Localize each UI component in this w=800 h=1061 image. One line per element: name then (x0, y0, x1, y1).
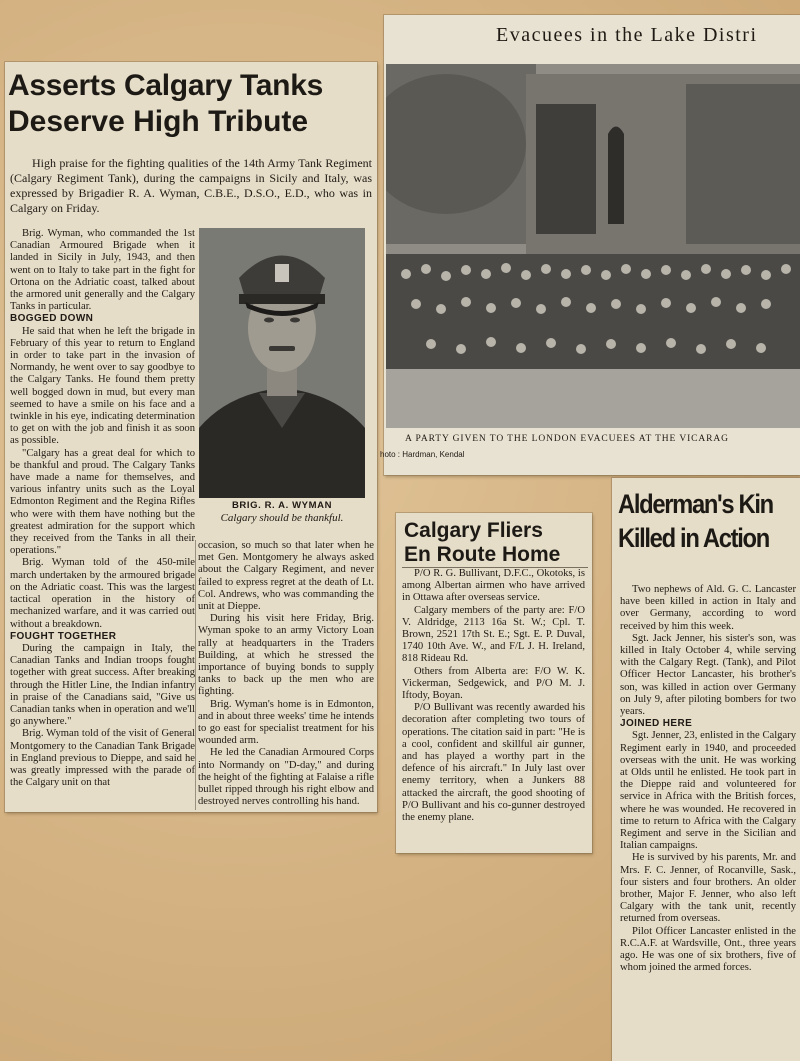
paragraph: Calgary members of the party are: F/O V. Aldridge, 2113 16a St. W.; Cpl. T. Brown, 2521 17th St. E.; Sgt. E. P. Duval, 1740 10th Ave. W., and F/L J. H. Ireland, 818 Rideau Rd. (402, 604, 585, 665)
column-rule (195, 540, 196, 810)
article1-column-1 (10, 228, 195, 789)
paragraph: Sgt. Jack Jenner, his sister's son, was killed in Italy October 4, while serving with the Calgary Regt. (Tank), and Pilot Officer Hector Lancaster, his brother's son, was killed in action over Germany on July 9, after piloting bombers for two years. (620, 632, 796, 718)
paragraph: Pilot Officer Lancaster enlisted in the R.C.A.F. at Wardsville, Ont., three years ago. He was one of six brothers, five of whom joined the armed forces. (620, 925, 796, 974)
paragraph: Brig. Wyman told of the visit of General Montgomery to the Canadian Tank Brigade in England previous to Dieppe, and said he was greatly impressed with the parade of the Calgary unit on that (10, 728, 195, 789)
paragraph: During his visit here Friday, Brig. Wyman spoke to an army Victory Loan rally at headquarters in the Traders Building, at which he stressed the importance of buying bonds to supply tanks to back up the men who are fighting. (198, 613, 374, 698)
photo-caption-sub: Calgary should be thankful. (220, 512, 344, 524)
paragraph: He said that when he left the brigade in February of this year to return to England in order to take part in the invasion of Normandy, he went over to say goodbye to the Calgary Tanks. He found them pretty well bogged down in mud, but every man seemed to have a smile on his face and a twinkle in his eye, indicating determination to get on with the job and finish it as soon as possible. (10, 325, 195, 447)
lead-paragraph: High praise for the fighting qualities of the 14th Army Tank Regiment (Calgary Regiment Tank), during the campaigns in Sicily and Italy, was expressed by Brigadier R. A. Wyman, C.B.E., D.S.O., E.D., who was in Calgary on Friday. (10, 156, 372, 215)
article4-body (620, 584, 796, 975)
subhead-joined-here: JOINED HERE (620, 718, 693, 730)
vicarage-party-photo (386, 64, 800, 428)
photo-caption-box (199, 500, 365, 524)
headline-line-1: Asserts Calgary Tanks (8, 69, 323, 102)
vicarage-photo-caption: A PARTY GIVEN TO THE LONDON EVACUEES AT THE VICARAG (405, 434, 729, 444)
paragraph: Two nephews of Ald. G. C. Lancaster have been killed in action in Italy and over Germany, according to word received by him this week. (620, 584, 796, 632)
evacuees-header: Evacuees in the Lake Distri (496, 24, 758, 46)
article3-body (402, 568, 585, 824)
paragraph: "Calgary has a great deal for which to be thankful and proud. The Calgary Tanks have made a name for themselves, and various infantry units such as the Loyal Edmonton Regiment and the Regina Rifles who were with them have nothing but the greatest admiration for the support which they received from the Tanks in all their operations." (10, 447, 195, 557)
headline-aldermans-kin (618, 490, 798, 553)
kin-headline-line-1: Alderman's Kin (618, 489, 773, 519)
fliers-headline-line-2: En Route Home (404, 543, 561, 567)
paragraph: P/O R. G. Bullivant, D.F.C., Okotoks, is among Albertan airmen who have arrived in Ottawa after overseas service. (402, 568, 585, 604)
paragraph: Sgt. Jenner, 23, enlisted in the Calgary Regiment early in 1940, and proceeded overseas with the unit. He was working at Olds until he enlisted. He took part in the Dieppe raid and volunteered for service in Africa with the British forces, where he was wounded. He recovered in time to return to Africa with the Calgary Regiment and serve in the Sicilian and Italian campaigns. (620, 730, 796, 852)
vicarage-illustration (386, 64, 800, 428)
paragraph: Brig. Wyman, who commanded the 1st Canadian Armoured Brigade when it landed in Sicily in July, 1943, and then went on to Italy to take part in the fight for Ortona on the Adriatic coast, talked about the armored unit generally and the Calgary Tanks in particular. (10, 228, 195, 313)
paragraph: During the campaign in Italy, the Canadian Tanks and Indian troops fought together with great success. After breaking through the Hitler Line, the Indian infantry in praise of the Canadians said, "Give us Canadian tanks when in operation and we'll go anywhere." (10, 642, 195, 728)
article1-column-2 (198, 540, 374, 808)
subhead-fought-together: FOUGHT TOGETHER (10, 630, 117, 642)
article-lead (10, 156, 372, 216)
paragraph: P/O Bullivant was recently awarded his decoration after completing two tours of operations. The citation said in part: "He is a cool, confident and skillful air gunner, and has played a worthy part in the defence of his aircraft." In July last over enemy territory, when a Junkers 88 attacked the aircraft, the good shooting of P/O Bullivant and his co-gunner destroyed the enemy plane. (402, 702, 585, 824)
photo-caption-name: BRIG. R. A. WYMAN (231, 500, 333, 511)
wyman-portrait-photo (199, 228, 365, 498)
headline-line-2: Deserve High Tribute (8, 104, 309, 138)
paragraph: He is survived by his parents, Mr. and Mrs. F. C. Jenner, of Rocanville, Sask., four sisters and four brothers. An older brother, Major F. Jenner, who also left Calgary with the tank unit, recently returned from overseas. (620, 852, 796, 925)
headline-calgary-fliers (404, 520, 590, 566)
fliers-headline-line-1: Calgary Fliers (404, 519, 543, 542)
subhead-bogged-down: BOGGED DOWN (10, 313, 94, 325)
portrait-illustration (199, 228, 365, 498)
paragraph: Brig. Wyman's home is in Edmonton, and in about three weeks' time he intends to go east for specialist treatment for his wounded arm. (198, 698, 374, 747)
paragraph: occasion, so much so that later when he met Gen. Montgomery he always asked about the Calgary Regiment, and never failed to express regret at the death of Lt. Col. Andrews, who was commanding the unit at Dieppe. (198, 540, 374, 613)
paragraph: Others from Alberta are: F/O W. K. Vickerman, Sedgewick, and P/O M. J. Iftody, Boyan. (402, 665, 585, 702)
kin-headline-line-2: Killed in Action (618, 523, 769, 554)
paragraph: Brig. Wyman told of the 450-mile march undertaken by the armoured brigade on the Adriatic coast. This was the largest tactical operation in the history of mechanized warfare, and it was carried out without a breakdown. (10, 557, 195, 630)
headline-calgary-tanks (8, 70, 374, 137)
vicarage-photo-credit: hoto : Hardman, Kendal (380, 450, 465, 459)
paragraph: He led the Canadian Armoured Corps into Normandy on "D-day," and during the height of the fighting at Falaise a rifle bullet ripped through his right elbow and destroyed nerves controlling his hand. (198, 747, 374, 808)
